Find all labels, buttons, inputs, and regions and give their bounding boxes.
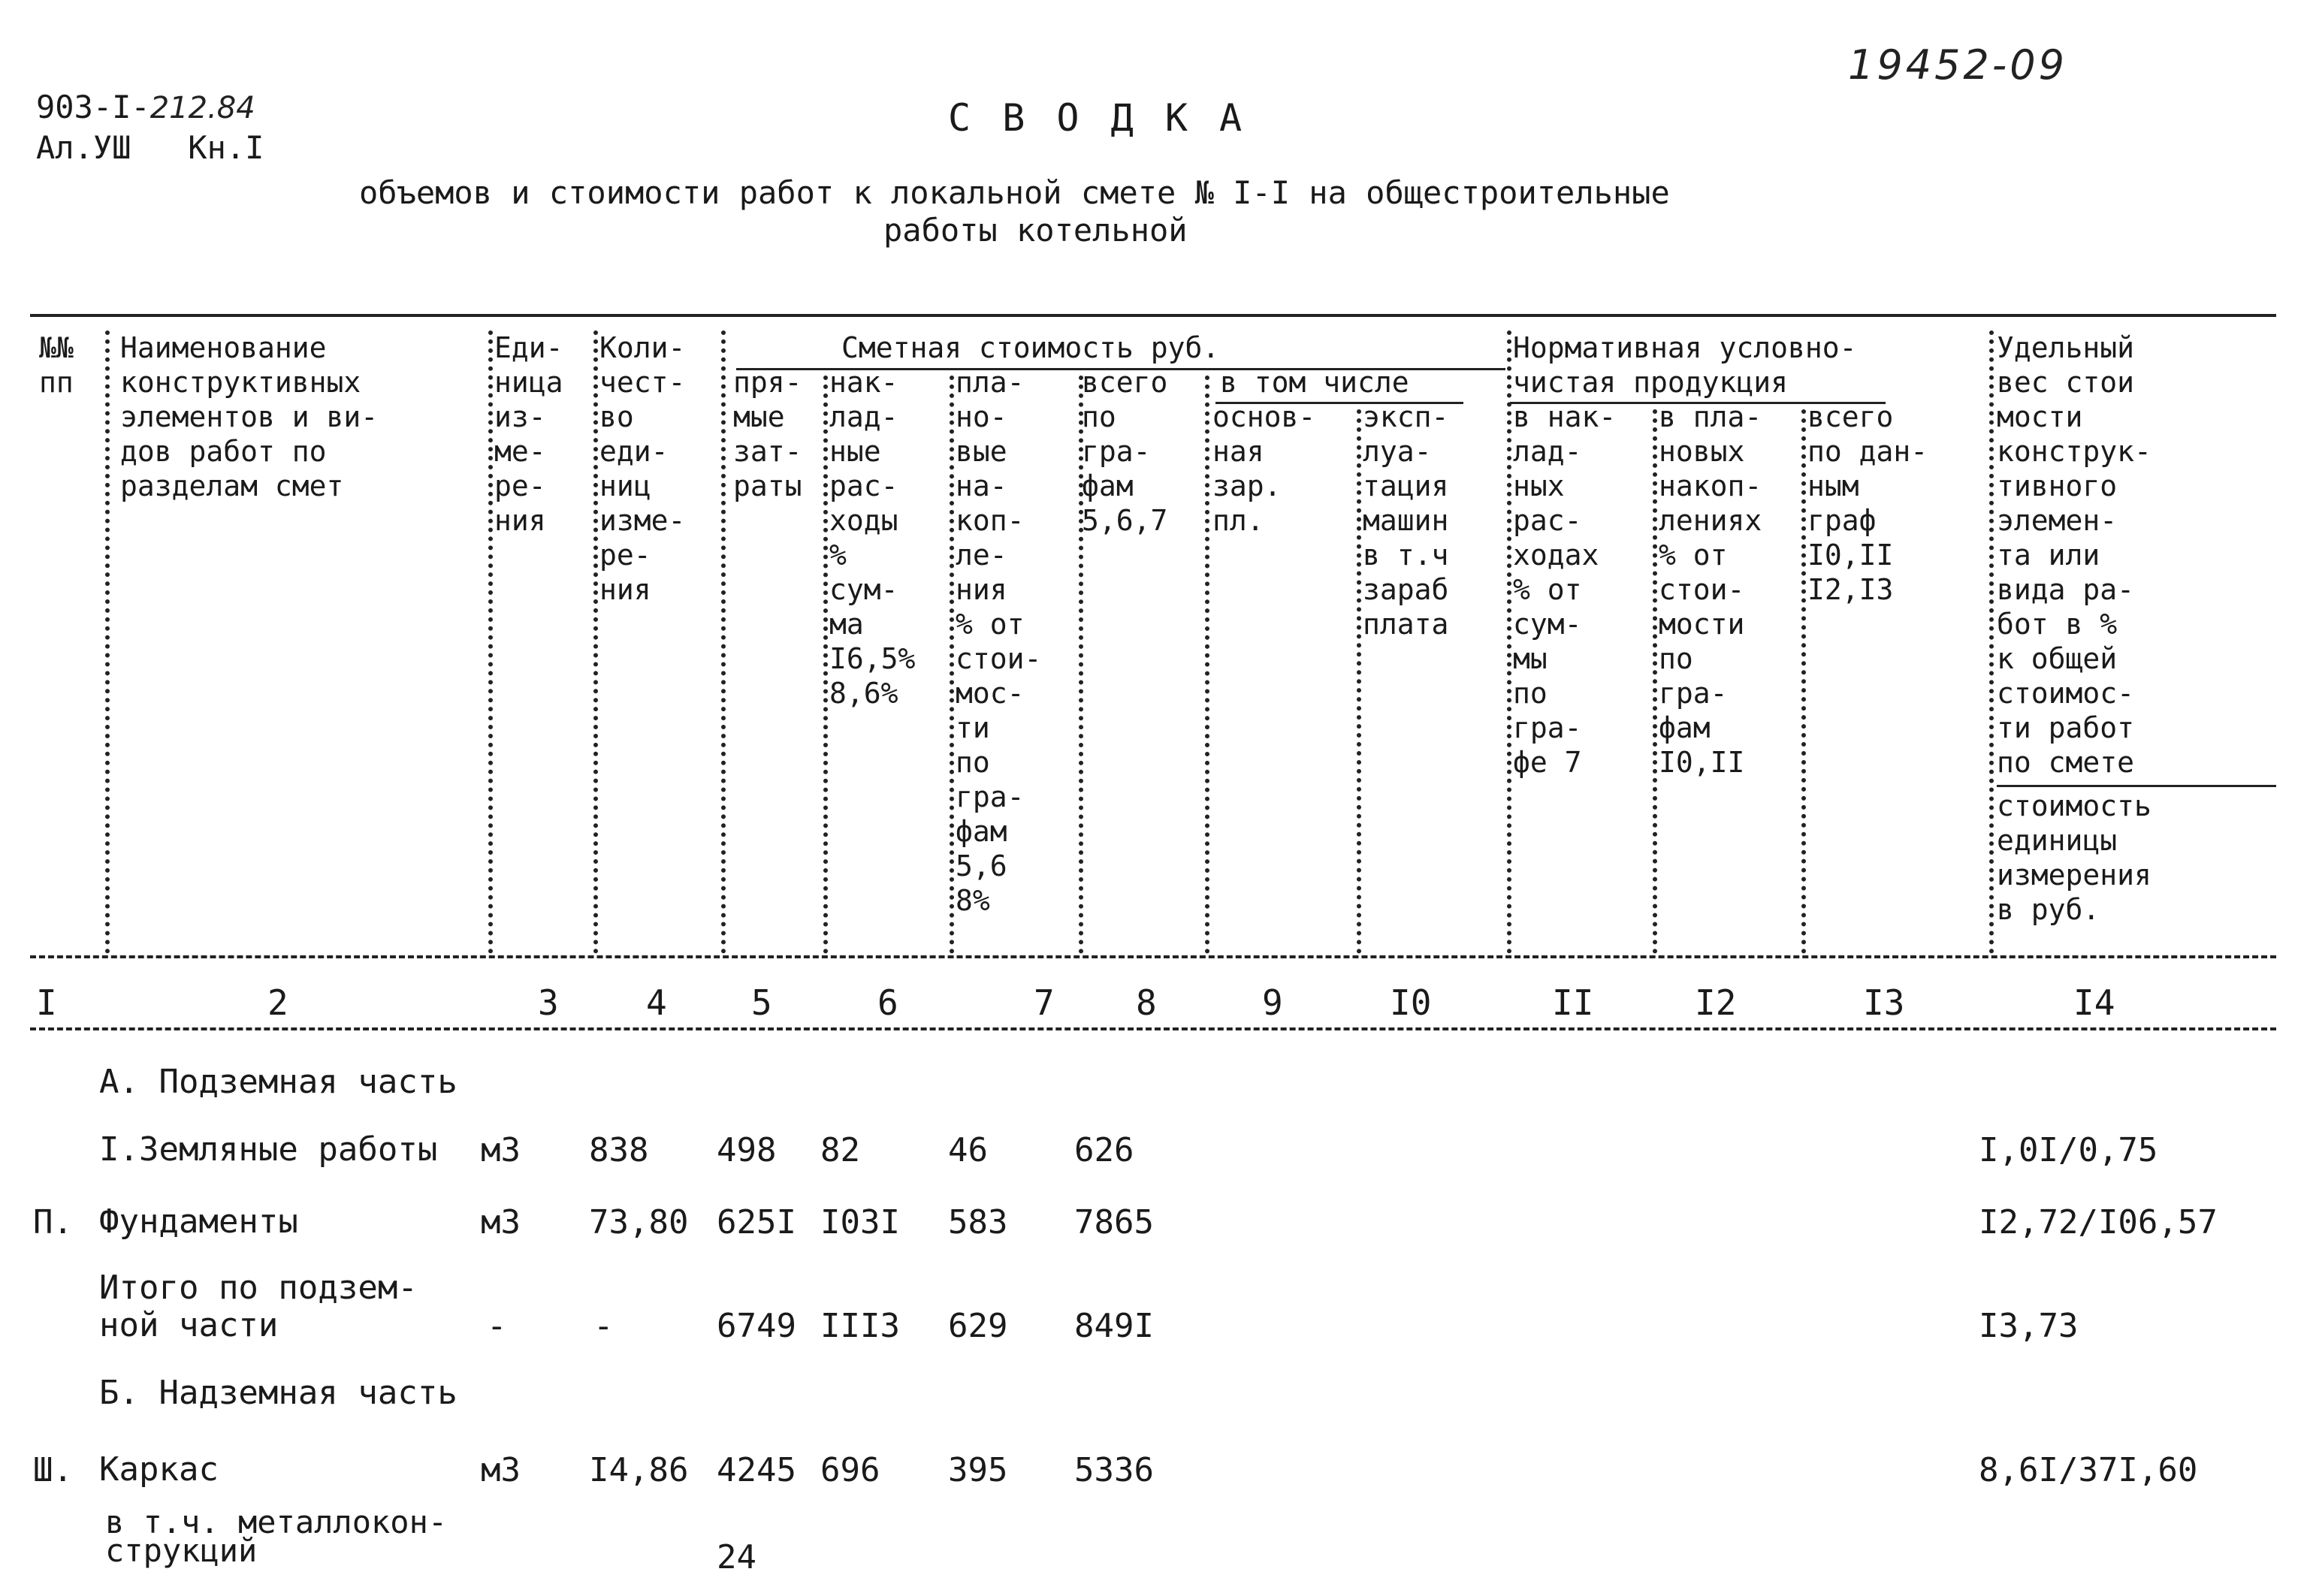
header-total-by-columns: всего по дан- ным граф I0,II I2,I3 (1807, 400, 1928, 606)
subtitle-line-1: объемов и стоимости работ к локальной смете № I-I на общестроительные (359, 174, 1670, 211)
separator (721, 330, 726, 954)
row-overheads: I03I (820, 1203, 900, 1242)
row-total: 849I (1074, 1307, 1154, 1345)
row-direct-costs: 24 (717, 1538, 756, 1576)
header-specific-weight: Удельный вес стои мости конструк- тивного элемен- та или вида ра- бот в % к общей стоимос- ти работ по смете (1997, 331, 2151, 779)
column-number: 2 (267, 982, 288, 1023)
table-top-rule (30, 314, 2276, 317)
row-label: Итого по подзем- ной части (99, 1269, 418, 1344)
separator (950, 376, 954, 954)
column-number: I2 (1695, 982, 1737, 1023)
header-machine-operation: эксп- луа- тация машин в т.ч зараб плата (1363, 400, 1449, 641)
row-unit: - (487, 1307, 507, 1345)
header-in-planned-savings: в пла- новых накоп- лениях % от стои- мости по гра- фам I0,II (1659, 400, 1762, 779)
row-specific-weight: I3,73 (1979, 1307, 2079, 1345)
header-basic-wages: основ- ная зар. пл. (1212, 400, 1316, 537)
separator (1653, 409, 1657, 954)
row-planned-savings: 583 (948, 1203, 1008, 1242)
document-number: 19452-09 (1848, 41, 2067, 89)
subtitle-line-2: работы котельной (883, 212, 1188, 249)
section-underground: А. Подземная часть (99, 1063, 457, 1101)
header-overheads: нак- лад- ные рас- ходы % сум- ма I6,5% 8,6% (829, 366, 916, 710)
column-number: 9 (1262, 982, 1283, 1023)
column-number: 6 (877, 982, 898, 1023)
row-unit: м3 (481, 1451, 521, 1489)
row-label: I.Земляные работы (99, 1130, 438, 1169)
document-title: С В О Д К А (948, 96, 1247, 140)
row-specific-weight: 8,6I/37I,60 (1979, 1451, 2198, 1489)
header-in-overheads: в нак- лад- ных рас- ходах % от сум- мы по гра- фе 7 (1513, 400, 1617, 779)
separator (105, 330, 110, 954)
header-estimated-cost: Сметная стоимость руб. (841, 331, 1220, 364)
header-num: №№ пп (39, 331, 74, 399)
header-normative-net-output: Нормативная условно- чистая продукция (1513, 331, 1857, 399)
row-quantity: I4,86 (589, 1451, 689, 1489)
separator (1507, 330, 1511, 954)
header-total: всего по гра- фам 5,6,7 (1082, 366, 1168, 537)
header-unit: Еди- ница из- ме- ре- ния (494, 331, 563, 537)
column-number: 5 (751, 982, 772, 1023)
row-label: Каркас (99, 1450, 219, 1489)
column-number: 3 (538, 982, 559, 1023)
header-unit-cost: стоимость единицы измерения в руб. (1997, 789, 2151, 926)
row-unit: м3 (481, 1203, 521, 1242)
row-direct-costs: 6749 (717, 1307, 796, 1345)
column-number: I (36, 982, 57, 1023)
column-number: 4 (646, 982, 667, 1023)
row-overheads: III3 (820, 1307, 900, 1345)
separator (1205, 376, 1209, 954)
column-number: 7 (1034, 982, 1055, 1023)
row-overheads: 696 (820, 1451, 880, 1489)
header-including: в том числе (1220, 366, 1409, 399)
row-quantity: 838 (589, 1131, 649, 1169)
series-prefix: 903-I- (36, 89, 150, 125)
album-book: Ал.УШ Кн.I (36, 129, 264, 166)
row-specific-weight: I2,72/I06,57 (1979, 1203, 2218, 1242)
row-planned-savings: 629 (948, 1307, 1008, 1345)
separator (1801, 409, 1806, 954)
row-quantity: - (593, 1307, 614, 1345)
row-direct-costs: 4245 (717, 1451, 796, 1489)
column-number: I0 (1390, 982, 1432, 1023)
row-planned-savings: 46 (948, 1131, 988, 1169)
row-total: 7865 (1074, 1203, 1154, 1242)
section-aboveground: Б. Надземная часть (99, 1374, 457, 1412)
row-number: П. (33, 1203, 73, 1242)
row-total: 5336 (1074, 1451, 1154, 1489)
row-label: Фундаменты (99, 1202, 298, 1241)
separator (1989, 330, 1994, 954)
separator (488, 330, 493, 954)
column-number: I3 (1863, 982, 1905, 1023)
row-specific-weight: I,0I/0,75 (1979, 1131, 2158, 1169)
row-overheads: 82 (820, 1131, 860, 1169)
row-direct-costs: 498 (717, 1131, 777, 1169)
header-name: Наименование конструктивных элементов и ви- дов работ по разделам смет (120, 331, 379, 502)
column-number: II (1552, 982, 1594, 1023)
header-quantity: Коли- чест- во еди- ниц изме- ре- ния (599, 331, 686, 606)
column-number-rule (30, 1027, 2276, 1030)
header-bottom-rule (30, 955, 2276, 958)
header-planned-savings: пла- но- вые на- коп- ле- ния % от стои- мос- ти по гра- фам 5,6 8% (956, 366, 1042, 917)
column-number: I4 (2073, 982, 2115, 1023)
separator (593, 330, 598, 954)
separator (823, 376, 828, 954)
separator (1357, 409, 1361, 954)
row-direct-costs: 625I (717, 1203, 796, 1242)
series-code (36, 89, 255, 125)
row-quantity: 73,80 (589, 1203, 689, 1242)
series-handwritten: 212.84 (149, 91, 255, 125)
row-label: в т.ч. металлокон- струкций (105, 1504, 448, 1569)
column-number: 8 (1136, 982, 1157, 1023)
row-unit: м3 (481, 1131, 521, 1169)
row-number: Ш. (33, 1451, 73, 1489)
row-planned-savings: 395 (948, 1451, 1008, 1489)
header-direct-costs: пря- мые зат- раты (733, 366, 802, 502)
col14-split-rule (1997, 785, 2276, 787)
row-total: 626 (1074, 1131, 1134, 1169)
